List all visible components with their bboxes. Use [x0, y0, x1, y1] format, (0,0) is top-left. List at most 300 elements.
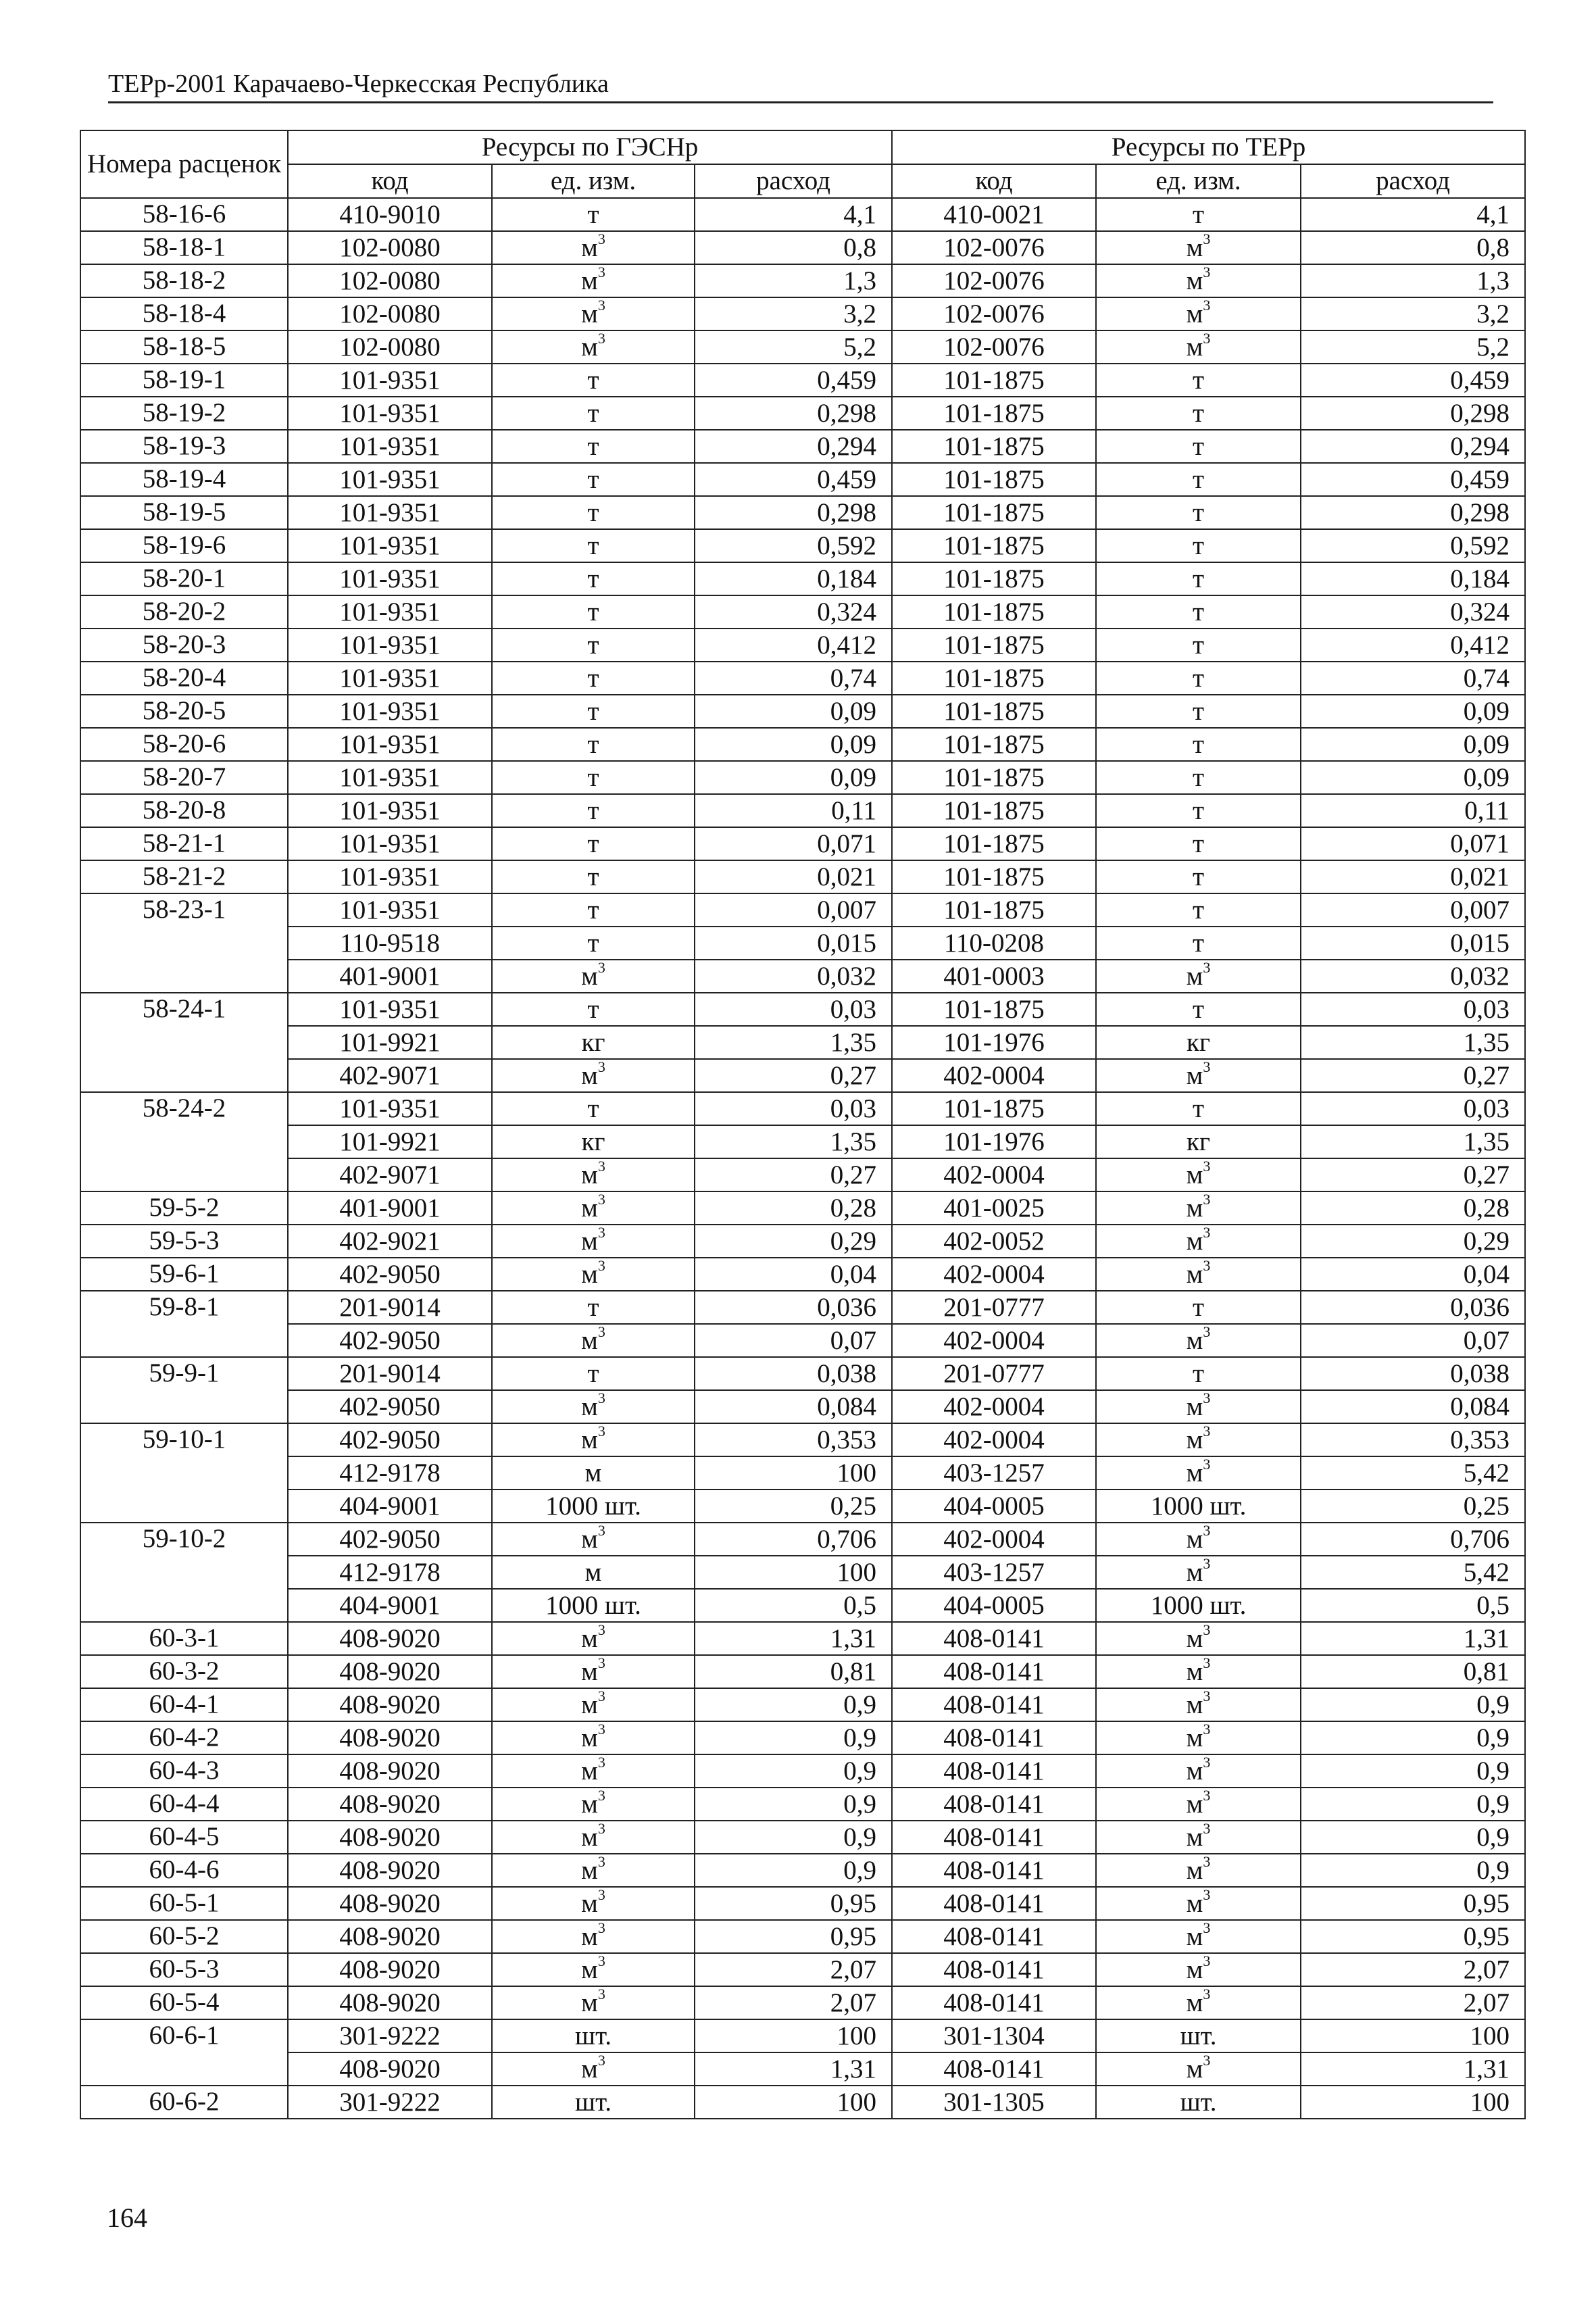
gesn-code: 201-9014	[288, 1291, 492, 1324]
unit-cubic-meter: $м^3$	[581, 1887, 605, 1918]
rate-number: 58-20-1	[80, 562, 288, 595]
ter-code: 408-0141	[892, 1788, 1096, 1821]
gesn-code: 401-9001	[288, 960, 492, 993]
gesn-qty: 0,03	[695, 1092, 892, 1125]
ter-code: 404-0005	[892, 1589, 1096, 1622]
gesn-code: 102-0080	[288, 264, 492, 297]
table-row	[80, 463, 1525, 496]
rate-number: 60-5-3	[80, 1953, 288, 1986]
ter-unit	[1096, 1688, 1301, 1721]
table-row	[80, 2019, 1525, 2052]
gesn-qty: 0,036	[695, 1291, 892, 1324]
gesn-unit: т	[492, 761, 695, 794]
gesn-qty: 100	[695, 2086, 892, 2119]
ter-code: 301-1305	[892, 2086, 1096, 2119]
gesn-unit: т	[492, 993, 695, 1026]
ter-code: 403-1257	[892, 1456, 1096, 1490]
gesn-unit: т	[492, 794, 695, 827]
gesn-unit: т	[492, 927, 695, 960]
ter-qty: 4,1	[1301, 198, 1525, 231]
ter-unit	[1096, 1523, 1301, 1556]
ter-unit: т	[1096, 893, 1301, 927]
ter-unit: т	[1096, 562, 1301, 595]
unit-cubic-meter: $м^3$	[581, 330, 605, 362]
subheader-code: код	[288, 164, 492, 198]
gesn-qty: 0,5	[695, 1589, 892, 1622]
unit-cubic-meter: $м^3$	[1186, 1788, 1211, 1819]
gesn-code: 402-9050	[288, 1423, 492, 1456]
gesn-unit: т	[492, 198, 695, 231]
gesn-qty: 1,31	[695, 2052, 892, 2086]
ter-qty: 1,35	[1301, 1125, 1525, 1158]
gesn-code: 404-9001	[288, 1589, 492, 1622]
gesn-qty: 2,07	[695, 1986, 892, 2019]
gesn-code: 408-9020	[288, 2052, 492, 2086]
ter-qty: 0,09	[1301, 728, 1525, 761]
ter-code: 101-1875	[892, 629, 1096, 662]
ter-qty: 0,5	[1301, 1589, 1525, 1622]
ter-qty: 0,9	[1301, 1754, 1525, 1788]
ter-code: 201-0777	[892, 1291, 1096, 1324]
table-row	[80, 662, 1525, 695]
ter-code: 101-1875	[892, 794, 1096, 827]
gesn-code: 101-9351	[288, 860, 492, 893]
ter-code: 201-0777	[892, 1357, 1096, 1390]
gesn-qty: 0,27	[695, 1158, 892, 1191]
gesn-code: 101-9351	[288, 794, 492, 827]
gesn-unit: т	[492, 695, 695, 728]
gesn-unit: т	[492, 562, 695, 595]
ter-code: 408-0141	[892, 1887, 1096, 1920]
gesn-code: 408-9020	[288, 1887, 492, 1920]
gesn-qty: 0,592	[695, 529, 892, 562]
gesn-qty: 0,74	[695, 662, 892, 695]
group-header-ter: Ресурсы по ТЕРр	[892, 130, 1525, 164]
ter-qty: 0,9	[1301, 1788, 1525, 1821]
unit-cubic-meter: $м^3$	[1186, 1390, 1211, 1421]
gesn-code: 408-9020	[288, 1953, 492, 1986]
gesn-code: 408-9020	[288, 1821, 492, 1854]
ter-qty: 0,09	[1301, 695, 1525, 728]
rate-number: 59-5-2	[80, 1191, 288, 1225]
ter-unit	[1096, 2052, 1301, 2086]
gesn-code: 408-9020	[288, 1754, 492, 1788]
gesn-code: 101-9351	[288, 397, 492, 430]
ter-code: 101-1875	[892, 463, 1096, 496]
table-row	[80, 827, 1525, 860]
gesn-code: 101-9351	[288, 496, 492, 529]
table-row	[80, 231, 1525, 264]
rate-number: 58-23-1	[80, 893, 288, 993]
ter-qty: 0,706	[1301, 1523, 1525, 1556]
unit-cubic-meter: $м^3$	[581, 1920, 605, 1951]
table-row	[80, 496, 1525, 529]
gesn-qty: 0,324	[695, 595, 892, 629]
ter-qty: 0,038	[1301, 1357, 1525, 1390]
ter-unit: т	[1096, 1357, 1301, 1390]
ter-qty: 0,07	[1301, 1324, 1525, 1357]
gesn-qty: 0,81	[695, 1655, 892, 1688]
gesn-code: 402-9050	[288, 1258, 492, 1291]
table-row	[80, 1258, 1525, 1291]
gesn-unit	[492, 264, 695, 297]
gesn-code: 101-9351	[288, 695, 492, 728]
ter-code: 408-0141	[892, 1854, 1096, 1887]
ter-qty: 0,324	[1301, 595, 1525, 629]
gesn-code: 408-9020	[288, 1986, 492, 2019]
ter-qty: 0,592	[1301, 529, 1525, 562]
gesn-qty: 0,084	[695, 1390, 892, 1423]
ter-code: 402-0052	[892, 1225, 1096, 1258]
rate-number: 60-4-2	[80, 1721, 288, 1754]
rate-number: 58-19-2	[80, 397, 288, 430]
ter-code: 101-1875	[892, 496, 1096, 529]
ter-code: 101-1875	[892, 860, 1096, 893]
gesn-unit	[492, 1887, 695, 1920]
ter-code: 408-0141	[892, 1655, 1096, 1688]
ter-unit	[1096, 1225, 1301, 1258]
rate-number: 58-20-8	[80, 794, 288, 827]
gesn-qty: 0,298	[695, 496, 892, 529]
gesn-code: 101-9921	[288, 1125, 492, 1158]
rate-number: 60-4-3	[80, 1754, 288, 1788]
rate-number: 59-10-2	[80, 1523, 288, 1622]
table-row	[80, 695, 1525, 728]
gesn-code: 408-9020	[288, 1920, 492, 1953]
ter-code: 101-1976	[892, 1026, 1096, 1059]
gesn-code: 101-9351	[288, 529, 492, 562]
unit-cubic-meter: $м^3$	[1186, 1688, 1211, 1719]
ter-unit: т	[1096, 761, 1301, 794]
gesn-unit: шт.	[492, 2019, 695, 2052]
table-row	[80, 297, 1525, 330]
gesn-code: 102-0080	[288, 330, 492, 364]
unit-cubic-meter: $м^3$	[581, 1986, 605, 2017]
rate-number: 59-9-1	[80, 1357, 288, 1423]
gesn-qty: 0,459	[695, 463, 892, 496]
gesn-qty: 0,09	[695, 695, 892, 728]
ter-code: 404-0005	[892, 1490, 1096, 1523]
gesn-unit	[492, 1390, 695, 1423]
ter-unit	[1096, 264, 1301, 297]
unit-cubic-meter: $м^3$	[1186, 1523, 1211, 1554]
unit-cubic-meter: $м^3$	[1186, 1854, 1211, 1885]
unit-cubic-meter: $м^3$	[1186, 1059, 1211, 1090]
unit-cubic-meter: $м^3$	[1186, 1721, 1211, 1752]
table-row	[80, 1788, 1525, 1821]
gesn-unit	[492, 1423, 695, 1456]
table-row	[80, 595, 1525, 629]
gesn-unit	[492, 1324, 695, 1357]
ter-code: 101-1875	[892, 1092, 1096, 1125]
ter-unit: т	[1096, 728, 1301, 761]
subheader-qty: расход	[695, 164, 892, 198]
ter-qty: 0,28	[1301, 1191, 1525, 1225]
unit-cubic-meter: $м^3$	[581, 1953, 605, 1984]
gesn-unit	[492, 231, 695, 264]
gesn-qty: 0,28	[695, 1191, 892, 1225]
ter-unit: т	[1096, 595, 1301, 629]
ter-unit: т	[1096, 927, 1301, 960]
gesn-unit: т	[492, 893, 695, 927]
table-body	[80, 198, 1525, 2119]
ter-unit	[1096, 1556, 1301, 1589]
ter-code: 408-0141	[892, 1986, 1096, 2019]
column-header-number: Номера расценок	[80, 130, 288, 198]
ter-qty: 1,35	[1301, 1026, 1525, 1059]
rate-number: 60-3-1	[80, 1622, 288, 1655]
gesn-qty: 0,015	[695, 927, 892, 960]
gesn-qty: 0,9	[695, 1821, 892, 1854]
gesn-qty: 0,9	[695, 1854, 892, 1887]
gesn-unit: т	[492, 595, 695, 629]
rate-number: 58-20-2	[80, 595, 288, 629]
table-row	[80, 1423, 1525, 1456]
rate-number: 59-8-1	[80, 1291, 288, 1357]
ter-unit: кг	[1096, 1125, 1301, 1158]
ter-code: 408-0141	[892, 1754, 1096, 1788]
ter-unit	[1096, 1456, 1301, 1490]
gesn-code: 412-9178	[288, 1556, 492, 1589]
ter-code: 401-0003	[892, 960, 1096, 993]
ter-code: 101-1875	[892, 761, 1096, 794]
gesn-unit	[492, 1721, 695, 1754]
gesn-qty: 3,2	[695, 297, 892, 330]
ter-qty: 0,29	[1301, 1225, 1525, 1258]
ter-unit: 1000 шт.	[1096, 1589, 1301, 1622]
ter-code: 101-1875	[892, 827, 1096, 860]
table-row	[80, 1092, 1525, 1125]
table-row	[80, 1291, 1525, 1324]
gesn-qty: 0,294	[695, 430, 892, 463]
gesn-qty: 5,2	[695, 330, 892, 364]
subheader-unit: ед. изм.	[492, 164, 695, 198]
gesn-qty: 0,353	[695, 1423, 892, 1456]
gesn-code: 110-9518	[288, 927, 492, 960]
gesn-code: 408-9020	[288, 1688, 492, 1721]
table-row	[80, 1920, 1525, 1953]
ter-code: 408-0141	[892, 1953, 1096, 1986]
ter-unit	[1096, 1390, 1301, 1423]
ter-qty: 0,9	[1301, 1688, 1525, 1721]
table-row	[80, 1158, 1525, 1191]
table-row	[80, 430, 1525, 463]
unit-cubic-meter: $м^3$	[581, 1655, 605, 1686]
unit-cubic-meter: $м^3$	[1186, 1556, 1211, 1587]
table-row	[80, 1622, 1525, 1655]
ter-unit	[1096, 960, 1301, 993]
rate-number: 58-20-5	[80, 695, 288, 728]
subheader-unit: ед. изм.	[1096, 164, 1301, 198]
table-row	[80, 629, 1525, 662]
gesn-unit: кг	[492, 1026, 695, 1059]
rate-number: 58-16-6	[80, 198, 288, 231]
ter-code: 101-1875	[892, 595, 1096, 629]
rate-number: 58-20-4	[80, 662, 288, 695]
ter-unit	[1096, 1854, 1301, 1887]
gesn-code: 101-9351	[288, 993, 492, 1026]
ter-qty: 1,3	[1301, 264, 1525, 297]
unit-cubic-meter: $м^3$	[1186, 1622, 1211, 1653]
table-row	[80, 1490, 1525, 1523]
rate-number: 58-18-2	[80, 264, 288, 297]
table-row	[80, 1721, 1525, 1754]
gesn-code: 402-9050	[288, 1523, 492, 1556]
unit-cubic-meter: $м^3$	[581, 1059, 605, 1090]
table-row	[80, 893, 1525, 927]
unit-cubic-meter: $м^3$	[581, 264, 605, 295]
gesn-qty: 100	[695, 1456, 892, 1490]
gesn-unit: 1000 шт.	[492, 1490, 695, 1523]
gesn-unit: т	[492, 430, 695, 463]
gesn-qty: 0,04	[695, 1258, 892, 1291]
ter-code: 101-1976	[892, 1125, 1096, 1158]
ter-qty: 0,294	[1301, 430, 1525, 463]
ter-qty: 0,412	[1301, 629, 1525, 662]
gesn-unit	[492, 330, 695, 364]
ter-qty: 0,27	[1301, 1158, 1525, 1191]
ter-unit	[1096, 1788, 1301, 1821]
ter-unit: т	[1096, 662, 1301, 695]
gesn-qty: 0,298	[695, 397, 892, 430]
table-row	[80, 761, 1525, 794]
ter-qty: 0,071	[1301, 827, 1525, 860]
unit-cubic-meter: $м^3$	[581, 1622, 605, 1653]
ter-unit	[1096, 1721, 1301, 1754]
ter-qty: 0,95	[1301, 1887, 1525, 1920]
ter-code: 101-1875	[892, 562, 1096, 595]
rate-number: 60-6-2	[80, 2086, 288, 2119]
gesn-qty: 0,021	[695, 860, 892, 893]
gesn-unit	[492, 1788, 695, 1821]
gesn-qty: 0,007	[695, 893, 892, 927]
rate-number: 58-19-3	[80, 430, 288, 463]
unit-cubic-meter: $м^3$	[581, 2052, 605, 2084]
rate-number: 58-20-6	[80, 728, 288, 761]
ter-code: 301-1304	[892, 2019, 1096, 2052]
gesn-qty: 0,032	[695, 960, 892, 993]
gesn-code: 408-9020	[288, 1721, 492, 1754]
rate-number: 60-4-5	[80, 1821, 288, 1854]
ter-code: 101-1875	[892, 728, 1096, 761]
gesn-qty: 0,09	[695, 761, 892, 794]
ter-qty: 100	[1301, 2086, 1525, 2119]
rate-number: 59-6-1	[80, 1258, 288, 1291]
ter-qty: 2,07	[1301, 1986, 1525, 2019]
unit-cubic-meter: $м^3$	[1186, 960, 1211, 991]
unit-cubic-meter: $м^3$	[581, 1258, 605, 1289]
rate-number: 58-24-1	[80, 993, 288, 1092]
ter-qty: 0,9	[1301, 1821, 1525, 1854]
rate-number: 58-18-4	[80, 297, 288, 330]
ter-qty: 0,8	[1301, 231, 1525, 264]
table-row	[80, 562, 1525, 595]
ter-code: 102-0076	[892, 231, 1096, 264]
table-row	[80, 860, 1525, 893]
unit-cubic-meter: $м^3$	[581, 1821, 605, 1852]
gesn-unit	[492, 297, 695, 330]
unit-cubic-meter: $м^3$	[1186, 1754, 1211, 1786]
gesn-code: 101-9351	[288, 761, 492, 794]
ter-code: 402-0004	[892, 1423, 1096, 1456]
gesn-unit	[492, 1158, 695, 1191]
ter-unit	[1096, 1920, 1301, 1953]
rate-number: 58-18-5	[80, 330, 288, 364]
ter-unit: т	[1096, 496, 1301, 529]
ter-unit: 1000 шт.	[1096, 1490, 1301, 1523]
gesn-qty: 0,459	[695, 364, 892, 397]
gesn-code: 102-0080	[288, 297, 492, 330]
ter-unit: т	[1096, 463, 1301, 496]
gesn-unit: кг	[492, 1125, 695, 1158]
gesn-unit: т	[492, 1291, 695, 1324]
table-row	[80, 1655, 1525, 1688]
ter-qty: 0,032	[1301, 960, 1525, 993]
gesn-qty: 0,184	[695, 562, 892, 595]
gesn-code: 101-9351	[288, 364, 492, 397]
ter-qty: 0,81	[1301, 1655, 1525, 1688]
rate-number: 58-18-1	[80, 231, 288, 264]
table-row	[80, 1324, 1525, 1357]
ter-qty: 0,25	[1301, 1490, 1525, 1523]
table-row	[80, 1125, 1525, 1158]
ter-unit: т	[1096, 860, 1301, 893]
gesn-unit	[492, 1622, 695, 1655]
unit-cubic-meter: $м^3$	[1186, 264, 1211, 295]
rate-number: 58-19-5	[80, 496, 288, 529]
gesn-unit: т	[492, 728, 695, 761]
ter-qty: 0,9	[1301, 1854, 1525, 1887]
unit-cubic-meter: $м^3$	[581, 297, 605, 328]
rate-number: 60-4-1	[80, 1688, 288, 1721]
ter-unit	[1096, 1324, 1301, 1357]
unit-cubic-meter: $м^3$	[1186, 297, 1211, 328]
ter-qty: 0,11	[1301, 794, 1525, 827]
ter-qty: 1,31	[1301, 2052, 1525, 2086]
table-row	[80, 1589, 1525, 1622]
ter-unit	[1096, 1887, 1301, 1920]
ter-qty: 5,2	[1301, 330, 1525, 364]
gesn-code: 101-9351	[288, 728, 492, 761]
gesn-code: 101-9351	[288, 893, 492, 927]
gesn-code: 404-9001	[288, 1490, 492, 1523]
unit-cubic-meter: $м^3$	[1186, 1986, 1211, 2017]
table-row	[80, 728, 1525, 761]
ter-qty: 0,353	[1301, 1423, 1525, 1456]
gesn-unit	[492, 1191, 695, 1225]
gesn-qty: 0,11	[695, 794, 892, 827]
ter-qty: 0,95	[1301, 1920, 1525, 1953]
ter-unit	[1096, 1754, 1301, 1788]
gesn-code: 408-9020	[288, 1622, 492, 1655]
unit-cubic-meter: $м^3$	[1186, 1655, 1211, 1686]
gesn-qty: 0,27	[695, 1059, 892, 1092]
ter-qty: 0,09	[1301, 761, 1525, 794]
table-row	[80, 1688, 1525, 1721]
table-row	[80, 1357, 1525, 1390]
gesn-code: 101-9351	[288, 662, 492, 695]
table-row	[80, 2086, 1525, 2119]
ter-code: 101-1875	[892, 529, 1096, 562]
ter-qty: 0,298	[1301, 397, 1525, 430]
unit-cubic-meter: $м^3$	[581, 1721, 605, 1752]
ter-code: 402-0004	[892, 1523, 1096, 1556]
unit-cubic-meter: $м^3$	[1186, 1821, 1211, 1852]
table-row	[80, 198, 1525, 231]
ter-qty: 0,021	[1301, 860, 1525, 893]
gesn-unit: т	[492, 529, 695, 562]
gesn-unit: т	[492, 827, 695, 860]
